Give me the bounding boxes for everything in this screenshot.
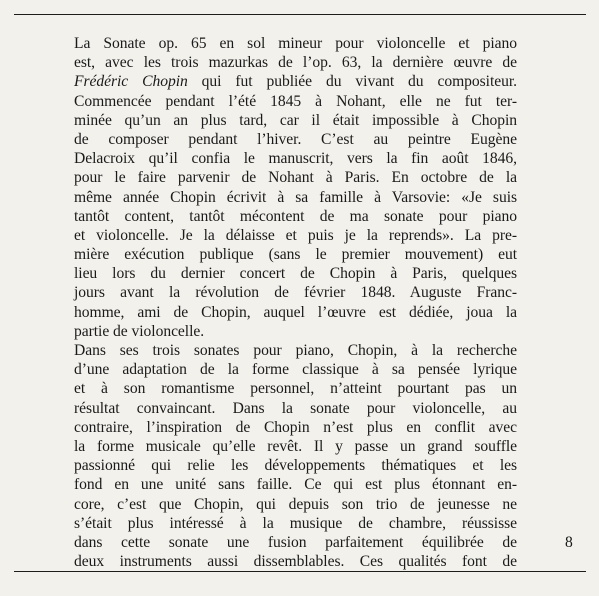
text-line: et à son romantisme personnel, n’atteint pourtant pas un: [74, 380, 517, 398]
text-line: jours avant la révolution de février 1848. Auguste Franc-: [74, 284, 517, 302]
text-line: core, c’est que Chopin, qui depuis son trio de jeunesse ne: [74, 495, 517, 513]
text-line: et violoncelle. Je la délaisse et puis je la reprends». La pre-: [74, 226, 517, 244]
text-line: même année Chopin écrivit à sa famille à Varsovie: «Je suis: [74, 188, 517, 206]
text-line: est, avec les trois mazurkas de l’op. 63, la dernière œuvre de: [74, 54, 517, 72]
text-line: résultat convaincant. Dans la sonate pour violoncelle, au: [74, 399, 517, 417]
text-line: deux instruments aussi dissemblables. Ces qualités font de: [74, 553, 517, 571]
italic-name: Frédéric Chopin: [74, 73, 188, 91]
text-line: partie de violoncelle.: [74, 322, 205, 340]
body-text: [74, 34, 517, 571]
text-line: mière exécution publique (sans le premier mouvement) eut: [74, 246, 517, 264]
text-line: d’une adaptation de la forme classique à sa pensée lyrique: [74, 361, 517, 379]
text-line: contraire, l’inspiration de Chopin n’est plus en conflit avec: [74, 418, 517, 436]
text-line: de composer pendant l’hiver. C’est au peintre Eugène: [74, 130, 517, 148]
page-number: 8: [565, 534, 573, 551]
text-line: La Sonate op. 65 en sol mineur pour violoncelle et piano: [74, 35, 517, 52]
text-line: Delacroix qu’il confia le manuscrit, vers la fin août 1846,: [74, 150, 517, 168]
text-line: pour le faire parvenir de Nohant à Paris. En octobre de la: [74, 169, 517, 187]
text-line: s’était plus intéressé à la musique de chambre, réussisse: [74, 514, 517, 532]
text-line: passionné qui relie les développements thématiques et les: [74, 457, 517, 475]
text-line: minée qu’un an plus tard, car il était impossible à Chopin: [74, 111, 517, 129]
paragraph: [74, 341, 517, 571]
paragraph: [74, 34, 517, 341]
bottom-rule: [14, 571, 586, 572]
text-line: Commencée pendant l’été 1845 à Nohant, elle ne fut ter-: [74, 92, 517, 110]
text-line: homme, ami de Chopin, auquel l’œuvre est dédiée, joua la: [74, 303, 517, 321]
text-line: fond en une unité sans faille. Ce qui est plus étonnant en-: [74, 476, 517, 494]
text-fragment: qui fut publiée du vivant du compositeur.: [187, 73, 517, 91]
text-line: la forme musicale qu’elle revêt. Il y passe un grand souffle: [74, 437, 517, 455]
top-rule: [14, 14, 586, 15]
text-line: Dans ses trois sonates pour piano, Chopin, à la recherche: [74, 342, 517, 359]
text-line: tantôt content, tantôt mécontent de ma sonate pour piano: [74, 207, 517, 225]
text-line: lieu lors du dernier concert de Chopin à Paris, quelques: [74, 265, 517, 283]
text-line: [74, 72, 517, 91]
text-line: dans cette sonate une fusion parfaitement équilibrée de: [74, 533, 517, 551]
